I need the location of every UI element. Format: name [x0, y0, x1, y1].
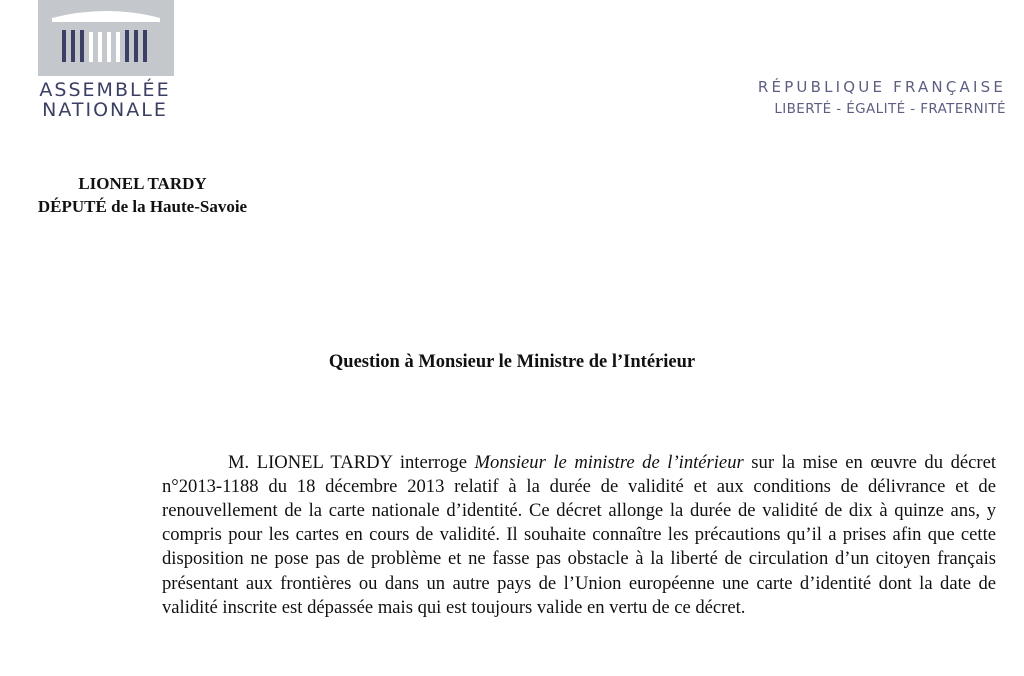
logo-text-nationale: NATIONALE	[42, 99, 168, 121]
question-subject: Question à Monsieur le Ministre de l’Intérieur	[328, 352, 696, 372]
body-part2: sur la mise en œuvre du décret n°2013-1188 du 18 décembre 2013 relatif à la durée de validité et aux conditions de délivrance et de renouvellement de la carte nationale d’identité. Ce décret allonge la durée de validité de dix à quinze ans, y compris pour les cartes en cours de validité. Il souhaite connaître les précautions qu’il a prises afin que cette disposition ne pose pas de problème et ne fasse pas obstacle à la liberté de circulation d’un citoyen français présentant aux frontières ou dans un autre pays de l’Union européenne une carte d’identité dont la date de validité inscrite est dépassée mais qui est toujours valide en vertu de ce décret.	[162, 451, 996, 618]
author-title-suffix: de la Haute-Savoie	[106, 197, 248, 216]
assemblee-nationale-logo	[30, 0, 180, 125]
body-part1: M. LIONEL TARDY interroge	[228, 451, 475, 473]
hemicycle-emblem-icon	[38, 0, 174, 76]
author-name: LIONEL TARDY	[78, 174, 207, 193]
author-block	[0, 172, 285, 218]
author-title-prefix: DÉPUTÉ	[37, 197, 107, 216]
body-minister: Monsieur le ministre de l’intérieur	[474, 451, 744, 473]
logo-text-assemblee: ASSEMBLÉE	[39, 79, 171, 101]
author-title	[0, 195, 285, 218]
republique-title: RÉPUBLIQUE FRANÇAISE	[757, 78, 1006, 96]
republique-motto: LIBERTÉ - ÉGALITÉ - FRATERNITÉ	[774, 101, 1006, 117]
republique-francaise-heading	[758, 77, 1006, 119]
question-body	[162, 451, 996, 620]
